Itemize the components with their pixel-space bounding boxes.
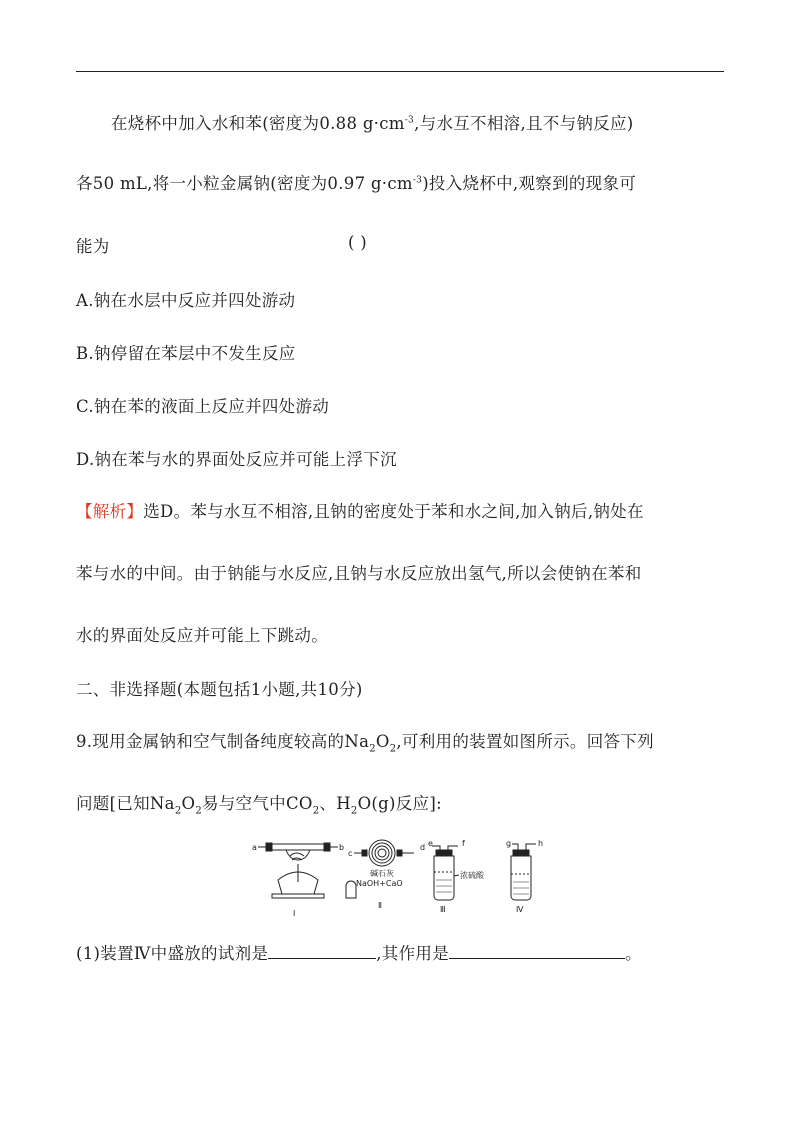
header-rule (76, 71, 724, 72)
option-c: C.钠在苯的液面上反应并四处游动 (76, 397, 330, 416)
label-d: d (420, 843, 426, 852)
label-ii: Ⅱ (378, 901, 382, 910)
option-b: B.钠停留在苯层中不发生反应 (76, 344, 296, 363)
label-c: c (348, 849, 353, 858)
option-d: D.钠在苯与水的界面处反应并可能上浮下沉 (76, 450, 397, 469)
reagent-soda-lime: 碱石灰 (370, 869, 394, 878)
answer-blank-purpose[interactable] (449, 944, 625, 959)
q8-line-2: 各50 mL,将一小粒金属钠(密度为0.97 $g\cdot cm^{-3}$)投入烧杯中,观察到的现象可 (76, 174, 637, 193)
q8-line-1: 在烧杯中加入水和苯(密度为0.88 $g\cdot cm^{-3}$,与水互不相溶,且不与钠反应) (111, 114, 634, 133)
q9-line-1: 9.现用金属钠和空气制备纯度较高的$Na_2O_2$,可利用的装置如图所示。回答下列 (76, 732, 654, 755)
label-e: e (428, 839, 433, 848)
label-h: h (538, 839, 544, 848)
reagent-naoh-cao: NaOH+CaO (356, 879, 403, 888)
apparatus-figure (250, 836, 550, 922)
q8-line-3: 能为 (76, 237, 110, 256)
analysis-line-3: 水的界面处反应并可能上下跳动。 (76, 626, 328, 645)
apparatus-1 (252, 843, 356, 918)
analysis-line-2: 苯与水的中间。由于钠能与水反应,且钠与水反应放出氢气,所以会使钠在苯和 (76, 564, 642, 583)
apparatus-3 (428, 839, 485, 914)
option-a: A.钠在水层中反应并四处游动 (76, 291, 296, 310)
q9-sub-question-1: (1)装置Ⅳ中盛放的试剂是 ,其作用是 。 (76, 944, 642, 963)
answer-blank-reagent[interactable] (268, 944, 376, 959)
apparatus-4 (506, 839, 543, 914)
apparatus-2 (348, 840, 425, 910)
reagent-conc-sulfuric-acid: 浓硫酸 (460, 871, 484, 880)
label-iv: Ⅳ (516, 905, 524, 914)
label-i: Ⅰ (293, 909, 296, 918)
label-a: a (252, 843, 257, 852)
analysis-tag: 【解析】 (76, 502, 144, 521)
label-g: g (506, 839, 512, 848)
analysis-line-1: 【解析】选D。苯与水互不相溶,且钠的密度处于苯和水之间,加入钠后,钠处在 (76, 502, 644, 521)
answer-parentheses: ( ) (348, 233, 368, 252)
q9-line-2: 问题[已知$Na_2O_2$易与空气中$CO_2$、$H_2O(g)$反应]: (76, 794, 442, 817)
label-iii: Ⅲ (440, 905, 446, 914)
label-f: f (462, 839, 465, 848)
section-title: 二、非选择题(本题包括1小题,共10分) (76, 680, 363, 699)
label-b: b (339, 843, 345, 852)
